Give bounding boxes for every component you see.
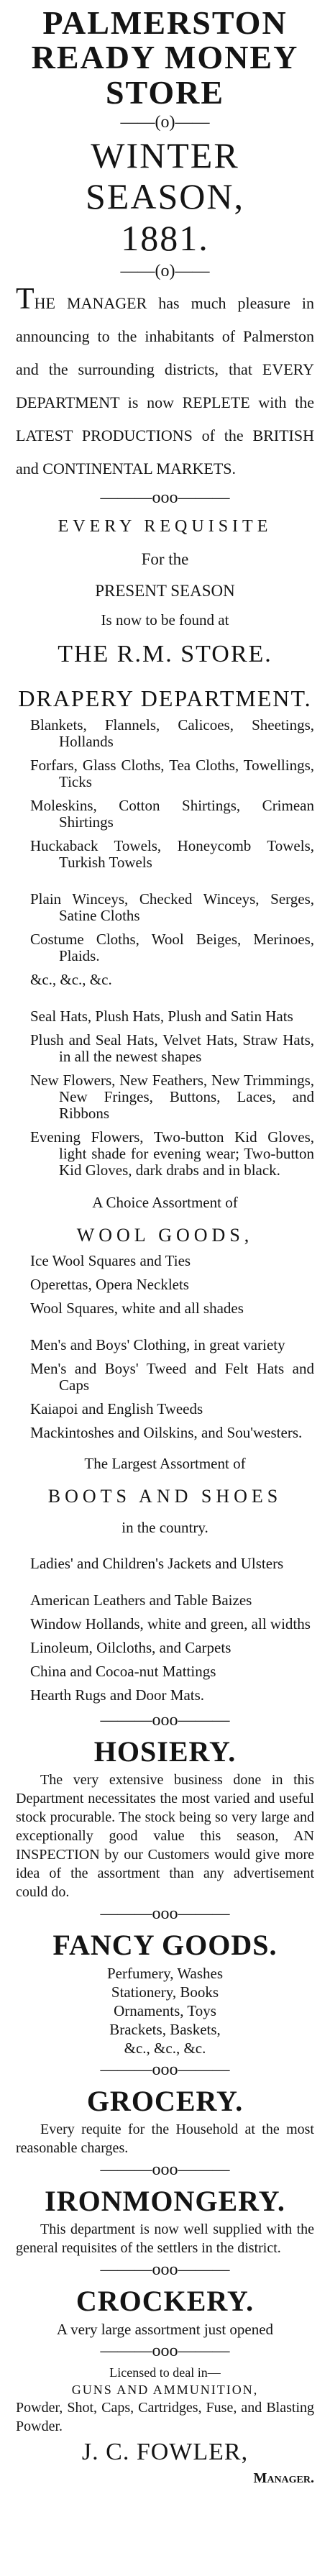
list-item: Men's and Boys' Tweed and Felt Hats and Caps <box>30 1360 314 1394</box>
boots-intro: The Largest Assortment of <box>84 1455 246 1473</box>
list-item: &c., &c., &c. <box>30 970 112 988</box>
list-item: Hearth Rugs and Door Mats. <box>30 1686 205 1704</box>
list-item: Mackintoshes and Oilskins, and Sou'westers. <box>30 1424 303 1442</box>
hosiery-heading: HOSIERY. <box>93 1735 237 1768</box>
jackets-list <box>16 1556 314 1572</box>
season-title: WINTER SEASON, <box>86 134 244 217</box>
dropcap: T <box>16 283 35 316</box>
iron-text: This department is now well supplied with the general requisites of the settlers in the district. <box>16 2221 314 2257</box>
wool-intro: A Choice Assortment of <box>92 1193 238 1211</box>
grocery-heading: GROCERY. <box>86 2085 244 2118</box>
list-item: Ice Wool Squares and Ties <box>30 1252 191 1270</box>
rule: ———ooo——— <box>100 488 230 508</box>
drapery-heading: DRAPERY DEPARTMENT. <box>18 685 312 711</box>
hosiery-text: The very extensive business done in this Department necessitates the most varied and useful stock procurable. The stock being so very large and exceptionally good value this season, AN INSPECTION by our Customers would give more idea of the assortment than any advertisement could do. <box>16 1772 314 1901</box>
list-item: Ladies' and Children's Jackets and Ulsters <box>30 1555 284 1573</box>
list-item: Evening Flowers, Two-button Kid Gloves, light shade for evening wear; Two-button Kid Gloves, dark drabs and in black. <box>30 1128 314 1179</box>
list-item: Kaiapoi and English Tweeds <box>30 1400 203 1418</box>
requisite-heading: EVERY REQUISITE <box>58 517 272 536</box>
list-item: Plush and Seal Hats, Velvet Hats, Straw Hats, in all the newest shapes <box>30 1031 314 1065</box>
store-name: THE R.M. STORE. <box>58 641 272 668</box>
drapery-list <box>16 717 314 871</box>
iron-heading: IRONMONGERY. <box>45 2185 285 2218</box>
list-item: Wool Squares, white and all shades <box>30 1300 244 1317</box>
rule: ———ooo——— <box>100 1711 230 1730</box>
rule: ———ooo——— <box>100 2342 230 2361</box>
wool-list <box>16 1253 314 1317</box>
crockery-heading: CROCKERY. <box>75 2285 255 2318</box>
requisite-season: PRESENT SEASON <box>95 581 235 600</box>
separator: ——(o)—— <box>120 112 210 132</box>
list-item: Moleskins, Cotton Shirtings, Crimean Shirtings <box>30 796 314 831</box>
list-item: Costume Cloths, Wool Beiges, Merinoes, Plaids. <box>30 930 314 964</box>
rule: ———ooo——— <box>100 2060 230 2080</box>
fancy-lines <box>16 1964 314 2057</box>
masthead-title: PALMERSTON <box>42 4 288 41</box>
fancy-line: &c., &c., &c. <box>124 2040 206 2057</box>
list-item: Seal Hats, Plush Hats, Plush and Satin Hats <box>30 1007 293 1025</box>
fancy-heading: FANCY GOODS. <box>52 1929 278 1962</box>
grocery-text: Every requite for the Household at the most reasonable charges. <box>16 2121 314 2157</box>
signature-name: J. C. FOWLER, <box>81 2439 249 2466</box>
masthead-subtitle: READY MONEY STORE <box>31 39 299 111</box>
list-item: Huckaback Towels, Honeycomb Towels, Turkish Towels <box>30 836 314 871</box>
drapery-list-2 <box>16 891 314 988</box>
guns-licence: Licensed to deal in— <box>109 2365 221 2380</box>
boots-outro: in the country. <box>122 1519 208 1537</box>
guns-text: Powder, Shot, Caps, Cartridges, Fuse, and Blasting Powder. <box>16 2400 314 2435</box>
clothing-list <box>16 1337 314 1441</box>
list-item: Plain Winceys, Checked Winceys, Serges, Satine Cloths <box>30 890 314 924</box>
drapery-list-3 <box>16 1008 314 1179</box>
rule: ———ooo——— <box>100 1904 230 1924</box>
boots-heading: BOOTS AND SHOES <box>47 1486 283 1507</box>
list-item: New Flowers, New Feathers, New Trimmings, New Fringes, Buttons, Laces, and Ribbons <box>30 1071 314 1122</box>
crockery-text: A very large assortment just opened <box>56 2321 274 2339</box>
list-item: Operettas, Opera Necklets <box>30 1276 189 1294</box>
list-item: Men's and Boys' Clothing, in great variety <box>30 1336 285 1354</box>
wool-heading: WOOL GOODS, <box>76 1224 254 1246</box>
list-item: Linoleum, Oilcloths, and Carpets <box>30 1639 232 1657</box>
signature-title: Manager. <box>253 2470 314 2487</box>
fancy-line: Ornaments, Toys <box>114 2002 216 2020</box>
list-item: Window Hollands, white and green, all widths <box>30 1615 311 1633</box>
leathers-list <box>16 1592 314 1704</box>
fancy-line: Stationery, Books <box>111 1983 219 2001</box>
list-item: American Leathers and Table Baizes <box>30 1591 252 1609</box>
fancy-line: Perfumery, Washes <box>106 1965 224 1983</box>
guns-heading: GUNS AND AMMUNITION, <box>71 2383 259 2398</box>
season-year: 1881. <box>121 217 209 258</box>
rule: ———ooo——— <box>100 2160 230 2180</box>
requisite-found: Is now to be found at <box>101 611 229 629</box>
intro-paragraph <box>16 284 314 485</box>
list-item: Blankets, Flannels, Calicoes, Sheetings, Hollands <box>30 716 314 750</box>
intro-text: HE MANAGER has much pleasure in announcing to the inhabitants of Palmerston and the surrounding districts, that EVERY DEPARTMENT is now REPLETE with the LATEST PRODUCTIONS of the BRITISH and CONTINENTAL MARKETS. <box>16 294 314 478</box>
requisite-for: For the <box>141 549 189 568</box>
rule: ———ooo——— <box>100 2260 230 2280</box>
fancy-line: Brackets, Baskets, <box>109 2021 221 2039</box>
list-item: Forfars, Glass Cloths, Tea Cloths, Towellings, Ticks <box>30 756 314 790</box>
separator: ——(o)—— <box>120 262 210 281</box>
list-item: China and Cocoa-nut Mattings <box>30 1663 216 1681</box>
